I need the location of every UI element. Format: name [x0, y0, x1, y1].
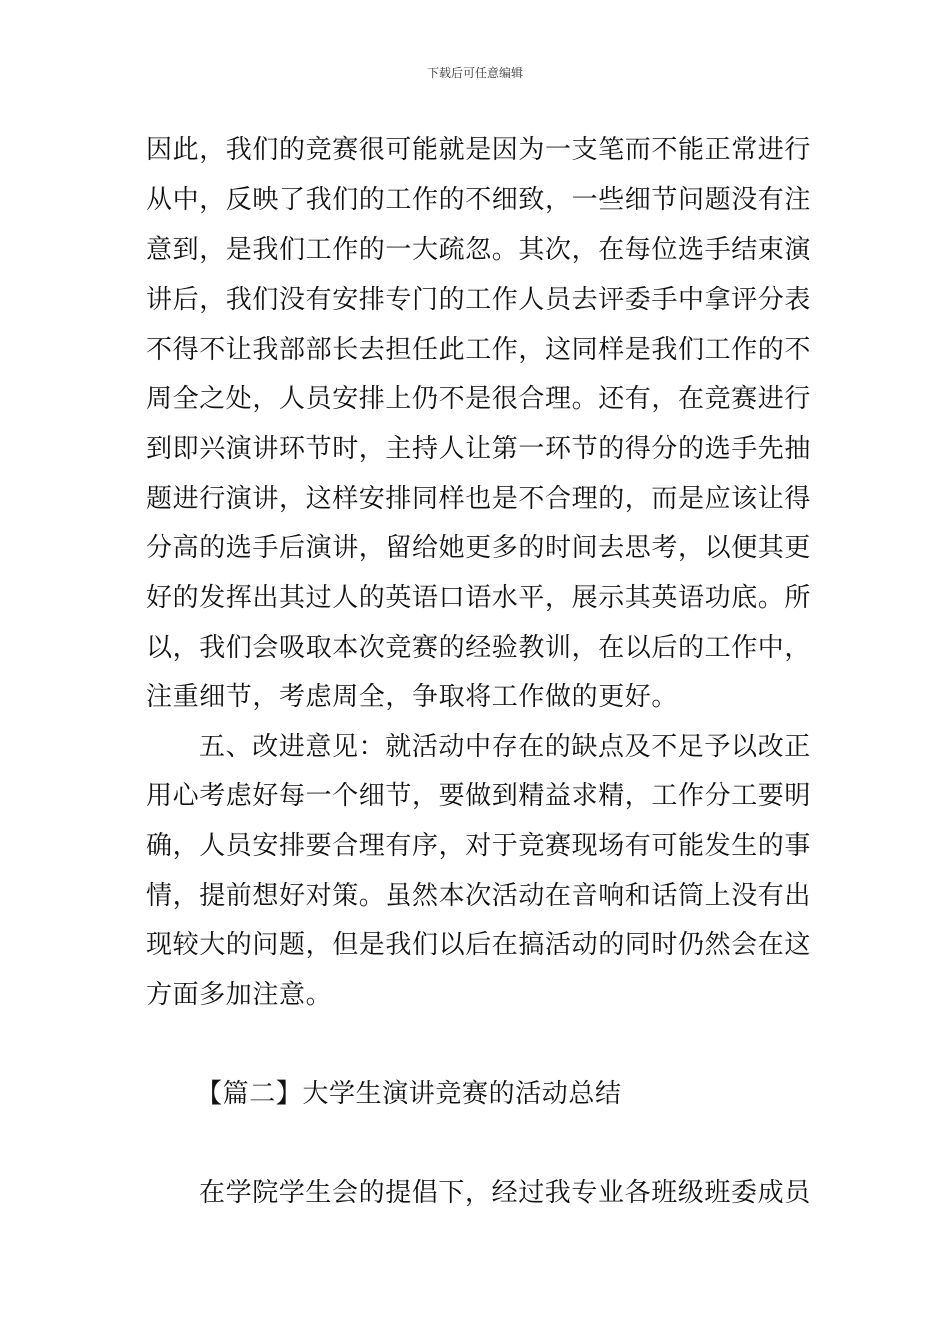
paragraph-line: 五、改进意见：就活动中存在的缺点及不足予以改正	[199, 732, 811, 762]
paragraph-line: 现较大的问题，但是我们以后在搞活动的同时仍然会在这	[146, 930, 812, 960]
paragraph-line: 不得不让我部部长去担任此工作，这同样是我们工作的不	[146, 335, 812, 365]
paragraph-line: 意到，是我们工作的一大疏忽。其次，在每位选手结束演	[146, 235, 812, 265]
paragraph-line: 分高的选手后演讲，留给她更多的时间去思考，以便其更	[146, 533, 812, 563]
paragraph-line: 周全之处，人员安排上仍不是很合理。还有，在竞赛进行	[146, 384, 812, 414]
paragraph-line: 因此，我们的竞赛很可能就是因为一支笔而不能正常进行	[146, 135, 812, 165]
paragraph-line: 从中，反映了我们的工作的不细致，一些细节问题没有注	[146, 185, 812, 215]
paragraph-line: 方面多加注意。	[146, 980, 333, 1010]
paragraph-line: 讲后，我们没有安排专门的工作人员去评委手中拿评分表	[146, 285, 812, 315]
section-title: 【篇二】大学生演讲竞赛的活动总结	[196, 1079, 622, 1109]
paragraph-line: 在学院学生会的提倡下，经过我专业各班级班委成员	[199, 1178, 811, 1208]
paragraph-line: 题进行演讲，这样安排同样也是不合理的，而是应该让得	[146, 484, 812, 514]
paragraph-line: 注重细节，考虑周全，争取将工作做的更好。	[146, 682, 679, 712]
page-header: 下载后可任意编辑	[426, 66, 523, 80]
paragraph-line: 用心考虑好每一个细节，要做到精益求精，工作分工要明	[146, 781, 812, 811]
paragraph-line: 情，提前想好对策。虽然本次活动在音响和话筒上没有出	[146, 881, 812, 911]
paragraph-line: 确，人员安排要合理有序，对于竞赛现场有可能发生的事	[146, 831, 812, 861]
paragraph-line: 以，我们会吸取本次竞赛的经验教训，在以后的工作中，	[146, 633, 812, 663]
paragraph-line: 好的发挥出其过人的英语口语水平，展示其英语功底。所	[146, 583, 812, 613]
paragraph-line: 到即兴演讲环节时，主持人让第一环节的得分的选手先抽	[146, 434, 812, 464]
